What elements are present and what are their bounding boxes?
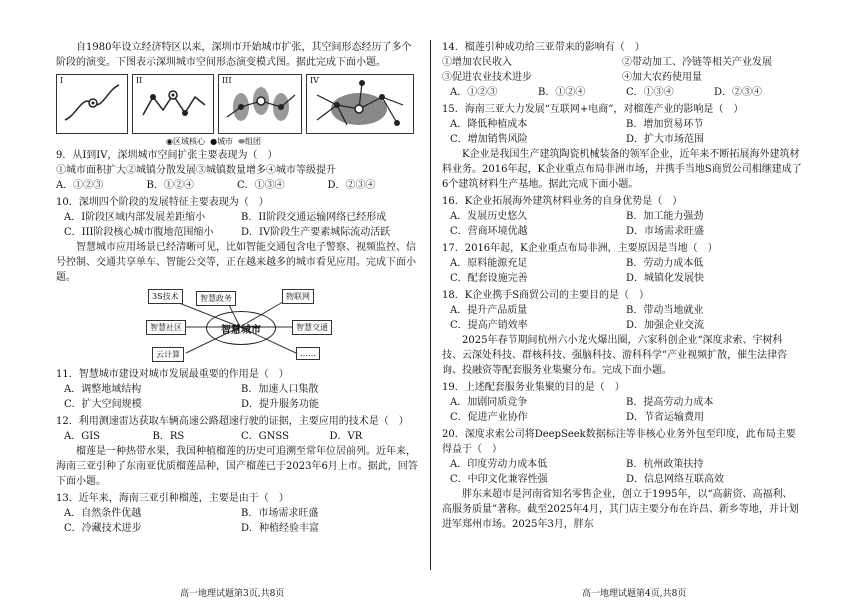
- question-16: [442, 194, 802, 239]
- q9-option-a[interactable]: A．①②③: [56, 180, 104, 191]
- q11-stem: 11．智慧城市建设对城市发展最重要的作用是（ ）: [56, 369, 289, 380]
- legend-city: 城市: [217, 137, 234, 146]
- smart-city-diagram: [56, 287, 418, 365]
- q9-stem: 9．从I到IV，深圳城市空间扩张主要表现为（ ）: [56, 150, 278, 161]
- q19-option-b[interactable]: B．提高劳动力成本: [626, 397, 714, 408]
- q14-option-c[interactable]: C．①③④: [626, 87, 674, 98]
- q14-statement-2: ②带动加工、冷链等相关产业发展: [622, 57, 772, 68]
- q18-option-a[interactable]: A．提升产品质量: [450, 305, 528, 316]
- q17-option-d[interactable]: D．城镇化发展快: [626, 273, 705, 284]
- q10-option-b[interactable]: B．II阶段交通运输网络已经形成: [241, 212, 387, 223]
- q19-option-c[interactable]: C．促进产业协作: [450, 412, 528, 423]
- stage-i-graphic: [57, 75, 127, 133]
- q11-option-a[interactable]: A．调整地域结构: [64, 384, 142, 395]
- stage-label-iii: III: [222, 76, 232, 85]
- q10-option-a[interactable]: A．I阶段区域内部发展差距缩小: [64, 212, 206, 223]
- q12-option-a[interactable]: A．GIS: [64, 431, 101, 442]
- q14-option-d[interactable]: D．②③④: [714, 87, 763, 98]
- q16-option-c[interactable]: C．营商环境优越: [450, 226, 528, 237]
- right-column: [442, 40, 802, 532]
- stage-i-panel: [56, 74, 128, 134]
- question-12: [56, 414, 418, 444]
- q11-option-c[interactable]: C．扩大空间规模: [64, 399, 142, 410]
- node-iot: 物联网: [282, 289, 314, 304]
- question-15: [442, 102, 802, 147]
- q14-statement-3: ③促进农业技术进步: [442, 72, 532, 83]
- shenzhen-stage-diagram: [56, 74, 418, 146]
- q10-option-c[interactable]: C．III阶段核心城市腹地范围缩小: [64, 227, 214, 238]
- node-traffic: 智慧交通: [292, 320, 332, 335]
- question-20: [442, 427, 802, 487]
- passage-shenzhen: 自1980年设立经济特区以来，深圳市开始城市扩张，其空间形态经历了多个阶段的演变。下图表示深圳城市空间形态演变模式图。据此完成下面小题。: [56, 42, 412, 68]
- question-14: [442, 40, 802, 100]
- q19-option-a[interactable]: A．加剧同质竞争: [450, 397, 528, 408]
- region-core-icon: ◉: [166, 137, 173, 146]
- q18-option-d[interactable]: D．加强企业交流: [626, 320, 705, 331]
- q15-option-b[interactable]: B．增加贸易环节: [626, 119, 704, 130]
- footer-right: 高一地理试题第4页,共8页: [582, 589, 687, 599]
- diagram-legend: [166, 136, 261, 147]
- question-18: [442, 288, 802, 333]
- q20-option-c[interactable]: C．中印文化兼容性强: [450, 474, 548, 485]
- question-17: [442, 241, 802, 286]
- q14-statement-1: ①增加农民收入: [442, 57, 512, 68]
- left-column: [56, 40, 418, 536]
- q19-option-d[interactable]: D．节省运输费用: [626, 412, 705, 423]
- q10-option-d[interactable]: D．IV阶段生产要素城际流动活跃: [241, 227, 391, 238]
- stage-iv-graphic: [307, 75, 413, 133]
- q10-stem: 10．深圳四个阶段的发展特征主要表现为（ ）: [56, 197, 269, 208]
- passage-pangdonglai: 胖东来超市是河南省知名零售企业，创立于1995年，以“高薪资、高福利、高服务质量”著称。截至2025年4月，其门店主要分布在许昌、新乡等地，并计划进军郑州市场。2025年3月，胖东: [442, 489, 799, 530]
- q13-option-a[interactable]: A．自然条件优越: [64, 508, 142, 519]
- passage-durian: 榴莲是一种热带水果，我国种植榴莲的历史可追溯至常年位居前列。近年来，海南三亚引种了东南亚优质榴莲品种，国产榴莲已于2023年6月上市。据此，回答下面小题。: [56, 446, 418, 487]
- city-dot-icon: ●: [210, 137, 218, 146]
- legend-core: 区域核心: [172, 137, 205, 146]
- q9-option-c[interactable]: C．①③④: [237, 180, 285, 191]
- node-community: 智慧社区: [146, 320, 186, 335]
- q16-option-a[interactable]: A．发展历史悠久: [450, 211, 528, 222]
- q18-stem: 18．K企业携手S商贸公司的主要目的是（ ）: [442, 290, 650, 301]
- q12-option-c[interactable]: C．GNSS: [241, 431, 289, 442]
- q11-option-d[interactable]: D．提升服务功能: [241, 399, 320, 410]
- q12-option-b[interactable]: B．RS: [152, 431, 185, 442]
- q13-stem: 13．近年来，海南三亚引种榴莲，主要是由于（ ）: [56, 493, 289, 504]
- node-more: ……: [296, 347, 320, 360]
- q18-option-b[interactable]: B．带动当地就业: [626, 305, 704, 316]
- q17-option-b[interactable]: B．劳动力成本低: [626, 258, 704, 269]
- q13-option-c[interactable]: C．冷藏技术进步: [64, 523, 142, 534]
- q12-stem: 12．利用测速雷达获取车辆高速公路超速行驶的证据，主要应用的技术是（ ）: [56, 416, 409, 427]
- q11-option-b[interactable]: B．加速人口集散: [241, 384, 319, 395]
- stage-label-iv: IV: [310, 76, 319, 85]
- legend-group: 组团: [245, 137, 261, 146]
- stage-ii-panel: [132, 74, 214, 134]
- smart-city-center: 智慧城市: [206, 311, 276, 345]
- passage-hangzhou: 2025年春节期间杭州六小龙火爆出圈，六家科创企业“深度求索、宇树科技、云深处科技、群核科技、强脑科技、游科科学”产业视频扩散，催生法律咨询、投融资等配套服务业集聚分布。完成下面小题。: [442, 335, 788, 376]
- q20-stem: 20．深度求索公司将DeepSeek数据标注等非核心业务外包至印度，此布局主要得益于（ ）: [442, 429, 796, 455]
- q15-option-d[interactable]: D．扩大市场范围: [626, 134, 705, 145]
- footer-left: 高一地理试题第3页,共8页: [180, 589, 285, 599]
- question-13: [56, 491, 418, 536]
- q14-statement-4: ④加大农药使用量: [622, 72, 702, 83]
- column-divider: [430, 40, 431, 570]
- node-3s: 3S技术: [148, 289, 183, 304]
- q9-statements: ①城市面积扩大②城镇分散发展③城镇数量增多④城市等级提升: [56, 165, 336, 176]
- q17-stem: 17．2016年起，K企业重点布局非洲，主要原因是当地（ ）: [442, 243, 718, 254]
- q9-option-b[interactable]: B．①②④: [146, 180, 194, 191]
- q13-option-d[interactable]: D．种植经验丰富: [241, 523, 320, 534]
- stage-iii-panel: [218, 74, 302, 134]
- node-cloud: 云计算: [152, 347, 184, 362]
- q20-option-b[interactable]: B．杭州政策扶持: [626, 459, 704, 470]
- stage-label-ii: II: [136, 76, 143, 85]
- q12-option-d[interactable]: D．VR: [329, 431, 363, 442]
- passage-k-enterprise: K企业是我国生产建筑陶瓷机械装备的领军企业，近年来不断拓展海外建筑材料业务。2016年起，K企业重点布局非洲市场，并携手当地S商贸公司相继建成了6个建筑材料生产基地。据此完成下面小题。: [442, 149, 802, 190]
- q15-option-c[interactable]: C．增加销售风险: [450, 134, 528, 145]
- q19-stem: 19．上述配套服务业集聚的目的是（ ）: [442, 382, 625, 393]
- stage-iv-panel: [306, 74, 414, 134]
- q15-option-a[interactable]: A．降低种植成本: [450, 119, 528, 130]
- q18-option-c[interactable]: C．提高产销效率: [450, 320, 528, 331]
- q9-option-d[interactable]: D．②③④: [327, 180, 376, 191]
- q14-option-a[interactable]: A．①②③: [450, 87, 498, 98]
- passage-smart-city: 智慧城市应用场景已经清晰可见，比如智能交通包含电子警察、视频监控、信号控制、交通共享单车、智能公交等，正在越来越多的城市看见应用。完成下面小题。: [56, 242, 416, 283]
- question-11: [56, 367, 418, 412]
- question-10: [56, 195, 418, 240]
- q16-option-d[interactable]: D．市场需求旺盛: [626, 226, 705, 237]
- stage-ii-graphic: [133, 75, 213, 133]
- q20-option-a[interactable]: A．印度劳动力成本低: [450, 459, 548, 470]
- q17-option-c[interactable]: C．配套设施完善: [450, 273, 528, 284]
- q16-option-b[interactable]: B．加工能力强劲: [626, 211, 704, 222]
- q14-option-b[interactable]: B．①②④: [538, 87, 586, 98]
- q20-option-d[interactable]: D．信息网络互联高效: [626, 474, 725, 485]
- q17-option-a[interactable]: A．原料能源充足: [450, 258, 528, 269]
- q13-option-b[interactable]: B．市场需求旺盛: [241, 508, 319, 519]
- group-blob-icon: ⬬: [238, 137, 245, 146]
- node-gov: 智慧政务: [196, 291, 236, 306]
- q14-stem: 14．榴莲引种成功给三亚带来的影响有（ ）: [442, 42, 645, 53]
- question-19: [442, 380, 802, 425]
- q16-stem: 16．K企业拓展海外建筑材料业务的自身优势是（ ）: [442, 196, 683, 207]
- question-9: [56, 148, 418, 193]
- q15-stem: 15．海南三亚大力发展“互联网+电商”，对榴莲产业的影响是（ ）: [442, 104, 744, 115]
- stage-label-i: I: [60, 76, 64, 85]
